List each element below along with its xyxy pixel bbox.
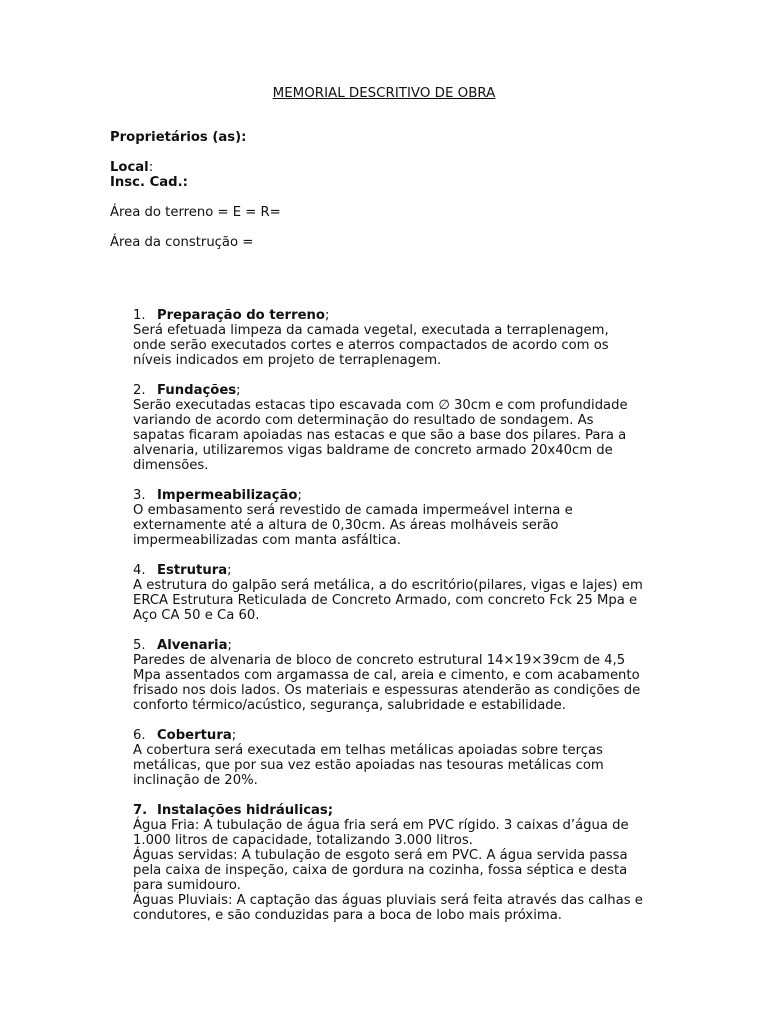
area-terreno: Área do terreno = E = R= — [110, 205, 281, 220]
section-punct: ; — [231, 728, 237, 743]
body-line: conforto térmico/acústico, segurança, salubridade e estabilidade. — [133, 698, 566, 713]
section-body — [133, 818, 693, 923]
body-line: onde serão executados cortes e aterros compactados de acordo com os — [133, 338, 609, 353]
section-estrutura — [133, 563, 693, 623]
body-line: para sumidouro. — [133, 878, 241, 893]
spacer — [110, 220, 670, 235]
document-title: MEMORIAL DESCRITIVO DE OBRA — [272, 86, 496, 101]
section-heading — [133, 563, 693, 578]
section-number: 4. — [133, 563, 146, 578]
section-punct: ; — [236, 383, 241, 398]
section-punct: ; — [297, 488, 302, 503]
body-line: Água Fria: A tubulação de água fria será em PVC rígido. 3 caixas d’água de — [133, 818, 629, 833]
section-number: 1. — [133, 308, 146, 323]
body-line: impermeabilizadas com manta asfáltica. — [133, 533, 401, 548]
section-heading — [133, 638, 693, 653]
section-title: Impermeabilização — [157, 488, 298, 503]
spacer — [110, 190, 670, 205]
body-line: 1.000 litros de capacidade, totalizando 3.000 litros. — [133, 833, 473, 848]
section-heading — [133, 308, 693, 323]
body-line: níveis indicados em projeto de terraplenagem. — [133, 353, 442, 368]
local-label: Local — [110, 160, 149, 175]
body-line: A estrutura do galpão será metálica, a do escritório(pilares, vigas e lajes) em — [133, 578, 643, 593]
document-header — [110, 130, 670, 250]
section-heading — [133, 803, 693, 818]
body-line: externamente até a altura de 0,30cm. As áreas molháveis serão — [133, 518, 559, 533]
section-number: 5. — [133, 638, 146, 653]
local-line — [110, 160, 670, 175]
section-body — [133, 653, 693, 713]
section-number: 6. — [133, 728, 146, 743]
body-line: Paredes de alvenaria de bloco de concreto estrutural 14×19×39cm de 4,5 — [133, 653, 626, 668]
body-line: frisado nos dois lados. Os materiais e espessuras atenderão as condições de — [133, 683, 641, 698]
body-line: metálicas, que por sua vez estão apoiadas nas tesouras metálicas com — [133, 758, 604, 773]
section-number: 3. — [133, 488, 146, 503]
local-colon: : — [148, 160, 154, 175]
section-heading — [133, 488, 693, 503]
owners-label: Proprietários (as): — [110, 130, 247, 145]
body-line: A cobertura será executada em telhas metálicas apoiadas sobre terças — [133, 743, 603, 758]
body-line: pela caixa de inspeção, caixa de gordura na cozinha, fossa séptica e desta — [133, 863, 628, 878]
section-title: Instalações hidráulicas; — [157, 803, 334, 818]
body-line: Águas servidas: A tubulação de esgoto será em PVC. A água servida passa — [133, 848, 628, 863]
section-punct: ; — [227, 563, 232, 578]
section-body — [133, 578, 693, 623]
section-heading — [133, 728, 693, 743]
section-fundacoes — [133, 383, 693, 473]
section-title: Cobertura — [157, 728, 232, 743]
section-title: Fundações — [157, 383, 237, 398]
section-number: 2. — [133, 383, 146, 398]
section-body — [133, 503, 693, 548]
section-number: 7. — [133, 803, 148, 818]
body-line: sapatas ficaram apoiadas nas estacas e que são a base dos pilares. Para a — [133, 428, 627, 443]
body-line: condutores, e são conduzidas para a boca de lobo mais próxima. — [133, 908, 562, 923]
sections-list — [133, 308, 693, 938]
area-construcao: Área da construção = — [110, 235, 254, 250]
section-body — [133, 743, 693, 788]
section-punct: ; — [227, 638, 232, 653]
section-cobertura — [133, 728, 693, 788]
section-preparacao — [133, 308, 693, 368]
body-line: Será efetuada limpeza da camada vegetal, executada a terraplenagem, — [133, 323, 609, 338]
section-body — [133, 323, 693, 368]
section-impermeabilizacao — [133, 488, 693, 548]
body-line: ERCA Estrutura Reticulada de Concreto Armado, com concreto Fck 25 Mpa e — [133, 593, 638, 608]
insc-cad-label: Insc. Cad.: — [110, 175, 188, 190]
section-title: Alvenaria — [157, 638, 228, 653]
section-instalacoes-hidraulicas — [133, 803, 693, 923]
body-line: inclinação de 20%. — [133, 773, 258, 788]
section-punct: ; — [324, 308, 330, 323]
section-title: Preparação do terreno — [157, 308, 325, 323]
section-body — [133, 398, 693, 473]
body-line: Serão executadas estacas tipo escavada com ∅ 30cm e com profundidade — [133, 398, 628, 413]
body-line: O embasamento será revestido de camada impermeável interna e — [133, 503, 573, 518]
section-alvenaria — [133, 638, 693, 713]
section-title: Estrutura — [157, 563, 228, 578]
body-line: alvenaria, utilizaremos vigas baldrame de concreto armado 20x40cm de — [133, 443, 613, 458]
body-line: dimensões. — [133, 458, 209, 473]
body-line: Aço CA 50 e Ca 60. — [133, 608, 260, 623]
body-line: Águas Pluviais: A captação das águas pluviais será feita através das calhas e — [133, 893, 643, 908]
body-line: Mpa assentados com argamassa de cal, areia e cimento, e com acabamento — [133, 668, 640, 683]
body-line: variando de acordo com determinação do resultado de sondagem. As — [133, 413, 594, 428]
section-heading — [133, 383, 693, 398]
spacer — [110, 145, 670, 160]
